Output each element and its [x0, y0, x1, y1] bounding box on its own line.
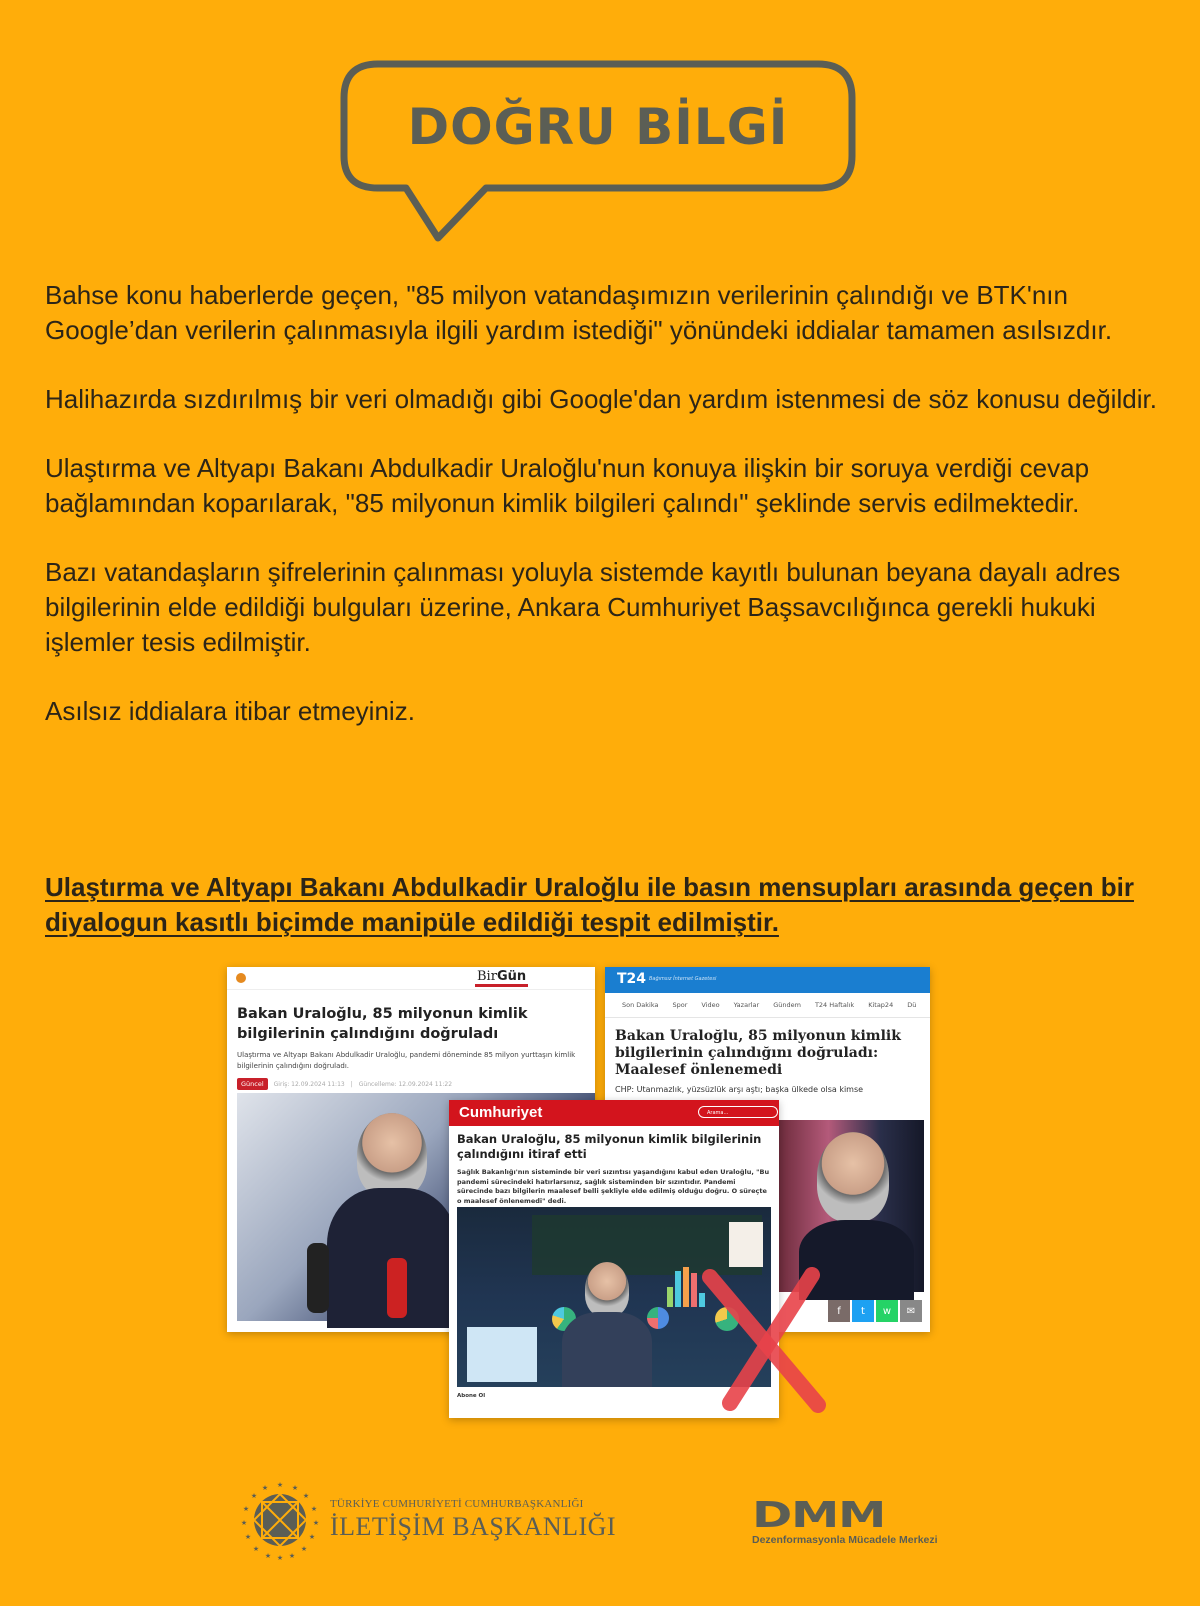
svg-text:★: ★	[264, 1553, 272, 1560]
svg-text:★: ★	[300, 1546, 308, 1553]
statement-body	[45, 278, 1165, 763]
svg-text:★: ★	[288, 1553, 296, 1560]
svg-text:★: ★	[244, 1534, 252, 1541]
paragraph-warning: Asılsız iddialara itibar etmeyiniz.	[45, 696, 415, 726]
svg-text:★: ★	[291, 1485, 299, 1492]
svg-text:★: ★	[240, 1520, 248, 1527]
iletisim-baskanligi-logo	[240, 1480, 616, 1560]
svg-text:★: ★	[308, 1534, 316, 1541]
emphasis-statement: Ulaştırma ve Altyapı Bakanı Abdulkadir Uraloğlu ile basın mensupları arasında geçen bir diyalogun kasıtlı biçimde manipüle edildiği tespit edilmiştir.	[45, 872, 1134, 937]
svg-text:★: ★	[276, 1482, 284, 1489]
cumhuriyet-header	[449, 1100, 779, 1126]
t24-share-bar	[828, 1300, 922, 1322]
dmm-logo	[752, 1495, 938, 1546]
cumhuriyet-summary: Sağlık Bakanlığı'nın sisteminde bir veri sızıntısı yaşandığını kabul eden Uraloğlu, "Bu pandemi sürecindeki hatırlarsınız, sağlık sisteminden bir sızıntıdır. Pandemi sürecinde bazı bilgilerin maalesef belli şekliyle elde edilmiş olduğu doğru. O süreçte o maalesef önlenemedi" dedi.	[457, 1168, 770, 1205]
menu-dot-icon	[236, 973, 246, 983]
svg-text:★: ★	[252, 1546, 260, 1553]
twitter-icon: t	[852, 1300, 874, 1322]
t24-header	[605, 967, 930, 993]
svg-text:★: ★	[276, 1555, 284, 1560]
dmm-acronym: DMM	[752, 1495, 886, 1536]
t24-tagline: Bağımsız İnternet Gazetesi	[649, 976, 717, 982]
birgun-header	[227, 967, 595, 990]
dmm-caption: Dezenformasyonla Mücadele Merkezi	[752, 1534, 938, 1546]
rejected-x-icon	[700, 1265, 830, 1415]
svg-text:★: ★	[250, 1493, 258, 1500]
t24-logo: T24	[617, 971, 647, 987]
birgun-summary: Ulaştırma ve Altyapı Bakanı Abdulkadir Uraloğlu, pandemi döneminde 85 milyon yurttaşın kimlik bilgilerinin çalındığını doğruladı.	[237, 1051, 576, 1070]
birgun-logo: BirGün	[475, 969, 528, 987]
cumhuriyet-logo: Cumhuriyet	[459, 1104, 543, 1121]
subscribe-link: Abone Ol	[457, 1393, 486, 1399]
svg-text:★: ★	[261, 1485, 269, 1492]
presidency-emblem-icon	[240, 1480, 320, 1560]
paragraph-context: Ulaştırma ve Altyapı Bakanı Abdulkadir Uraloğlu'nun konuya ilişkin bir soruya verdiği cevap bağlamından koparılarak, "85 milyonun kimlik bilgileri çalındı" şeklinde servis edilmektedir.	[45, 453, 1090, 518]
paragraph-legal-action: Bazı vatandaşların şifrelerinin çalınması yoluyla sistemde kayıtlı bulunan beyana dayalı adres bilgilerinin elde edildiği bulguları üzerine, Ankara Cumhuriyet Başsavcılığınca gerekli hukuki işlemler tesis edilmiştir.	[45, 557, 1121, 657]
paragraph-no-leak: Halihazırda sızdırılmış bir veri olmadığı gibi Google'dan yardım istenmesi de söz konusu değildir.	[45, 384, 1157, 414]
published-time: Giriş: 12.09.2024 11:13	[273, 1080, 345, 1088]
logo-line-2: İLETİŞİM BAŞKANLIĞI	[330, 1512, 617, 1541]
logo-line-1: TÜRKİYE CUMHURİYETİ CUMHURBAŞKANLIĞI	[330, 1498, 584, 1510]
t24-summary: CHP: Utanmazlık, yüzsüzlük arşı aştı; başka ülkede olsa kimse	[615, 1085, 864, 1094]
page-title: DOĞRU BİLGİ	[407, 98, 789, 156]
svg-text:★: ★	[312, 1520, 320, 1527]
search-input: Arama...	[698, 1106, 778, 1118]
svg-text:★: ★	[242, 1506, 250, 1513]
updated-time: Güncelleme: 12.09.2024 11:22	[358, 1080, 453, 1088]
t24-headline: Bakan Uraloğlu, 85 milyonun kimlik bilgilerinin çalındığını doğruladı: Maalesef önlenemedi	[615, 1028, 901, 1078]
birgun-headline: Bakan Uraloğlu, 85 milyonun kimlik bilgilerinin çalındığını doğruladı	[237, 1006, 528, 1042]
headline-bubble	[338, 60, 858, 240]
svg-text:★: ★	[310, 1506, 318, 1513]
birgun-meta: Güncel Giriş: 12.09.2024 11:13 | Güncelleme: 12.09.2024 11:22	[237, 1078, 585, 1090]
t24-nav: Son Dakika Spor Video Yazarlar Gündem T24 Haftalık Kitap24 Dü	[605, 993, 930, 1018]
cumhuriyet-headline: Bakan Uraloğlu, 85 milyonun kimlik bilgilerinin çalındığını itiraf etti	[457, 1132, 762, 1161]
paragraph-claim: Bahse konu haberlerde geçen, "85 milyon vatandaşımızın verilerinin çalındığı ve BTK'nın Google’dan verilerin çalınmasıyla ilgili yardım istediği" yönündeki iddialar tamamen asılsızdır.	[45, 280, 1113, 345]
mail-icon: ✉	[900, 1300, 922, 1322]
category-badge: Güncel	[237, 1078, 268, 1090]
svg-text:★: ★	[302, 1493, 310, 1500]
whatsapp-icon: w	[876, 1300, 898, 1322]
facebook-icon: f	[828, 1300, 850, 1322]
